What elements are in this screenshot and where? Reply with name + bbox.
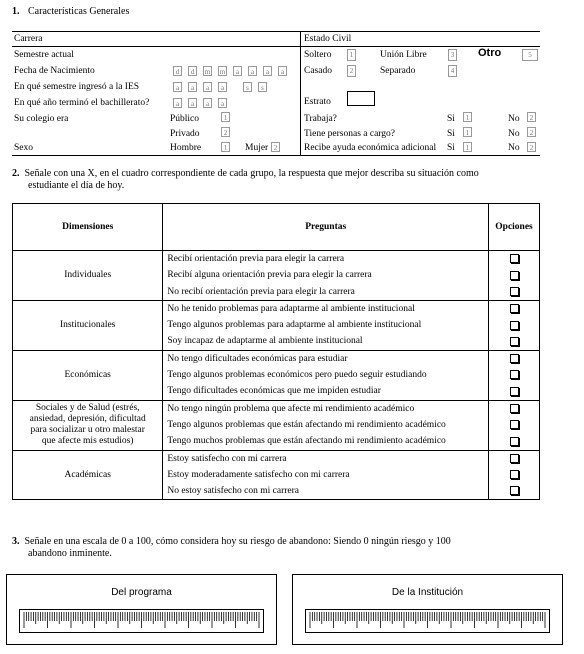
- ingreso-box[interactable]: s: [243, 82, 252, 92]
- option-checkbox[interactable]: [510, 404, 519, 413]
- institution-scale-title: De la Institución: [391, 587, 464, 598]
- question-text: No he tenido problemas para adaptarme al ambiente institucional: [167, 303, 415, 314]
- option-row: [489, 317, 539, 333]
- option-row: [489, 451, 539, 467]
- question-text: Tengo dificultades económicas que me impiden estudiar: [167, 386, 381, 397]
- carrera-underline: [165, 46, 300, 47]
- ingreso-label: En qué semestre ingresó a la IES: [14, 82, 140, 92]
- question-text: Tengo algunos problemas para adaptarme al ambiente institucional: [167, 320, 422, 331]
- trabaja-no-box[interactable]: 2: [527, 112, 536, 122]
- dimension-cell: [13, 300, 163, 350]
- questions-cell: [163, 400, 489, 450]
- question-text: No recibí orientación previa para elegir la carrera: [167, 286, 355, 297]
- bachillerato-label: En qué año terminó el bachillerato?: [14, 98, 150, 108]
- carrera-label: Carrera: [14, 34, 43, 44]
- option-checkbox[interactable]: [510, 254, 519, 263]
- question-text: No tengo ningún problema que afecte mi rendimiento académico: [167, 403, 415, 414]
- dimension-cell: [13, 400, 163, 450]
- dimensions-table: [12, 203, 540, 500]
- question-text: Estoy moderadamente satisfecho con mi carrera: [167, 469, 350, 480]
- header-dimensiones: Dimensiones: [13, 204, 163, 251]
- estado-civil-label: Estado Civil: [304, 34, 352, 44]
- option-checkbox[interactable]: [510, 470, 519, 479]
- trabaja-label: Trabaja?: [304, 114, 337, 124]
- otro-box[interactable]: 5: [522, 49, 538, 61]
- option-checkbox[interactable]: [510, 454, 519, 463]
- ingreso-box[interactable]: a: [173, 82, 182, 92]
- option-row: [489, 433, 539, 449]
- option-checkbox[interactable]: [510, 387, 519, 396]
- personas-si-label: Si: [447, 129, 455, 139]
- questions-cell: [163, 300, 489, 350]
- casado-box[interactable]: 2: [347, 65, 356, 77]
- dimension-cell: [13, 350, 163, 400]
- separado-box[interactable]: 4: [448, 65, 457, 77]
- dimension-label: Académicas: [64, 470, 111, 480]
- option-row: [489, 301, 539, 317]
- mujer-box[interactable]: 2: [271, 142, 280, 152]
- personas-si-box[interactable]: 1: [463, 127, 472, 137]
- colegio-label: Su colegio era: [14, 114, 69, 124]
- option-checkbox[interactable]: [510, 271, 519, 280]
- option-row: [489, 367, 539, 383]
- dimension-group-row: [13, 300, 540, 350]
- hombre-label: Hombre: [170, 143, 202, 153]
- ruler-ticks: [20, 610, 263, 632]
- option-row: [489, 467, 539, 483]
- section3-number: 3.: [12, 536, 20, 547]
- estrato-label: Estrato: [304, 97, 331, 107]
- question-text: No estoy satisfecho con mi carrera: [167, 486, 299, 497]
- option-checkbox[interactable]: [510, 321, 519, 330]
- ayuda-label: Recibe ayuda económica adicional: [304, 143, 437, 153]
- table-header-row: [13, 204, 540, 251]
- header-preguntas: Preguntas: [163, 204, 489, 251]
- semestre-label: Semestre actual: [14, 50, 74, 60]
- question-text: Tengo muchos problemas que están afectando mi rendimiento académico: [167, 436, 446, 447]
- dimension-label: para socializar u otro malestar: [30, 425, 145, 436]
- fecha-box[interactable]: a: [263, 66, 272, 76]
- option-checkbox[interactable]: [510, 420, 519, 429]
- option-row: [489, 351, 539, 367]
- dimension-group-row: [13, 450, 540, 500]
- otro-label: Otro: [478, 47, 502, 59]
- section1-title: Características Generales: [28, 6, 130, 17]
- option-row: [489, 483, 539, 499]
- option-row: [489, 251, 539, 267]
- estrato-field[interactable]: [347, 91, 375, 106]
- hombre-box[interactable]: 1: [221, 142, 230, 152]
- dimension-cell: [13, 450, 163, 500]
- question-text: Recibí alguna orientación previa para elegir la carrera: [167, 270, 372, 281]
- mujer-label: Mujer: [245, 143, 269, 153]
- section2-line1: Señale con una X, en el cuadro correspondiente de cada grupo, la respuesta que mejor describa su situación como: [24, 168, 479, 179]
- dimension-cell: [13, 251, 163, 301]
- question-text: Tengo algunos problemas que están afectando mi rendimiento académico: [167, 419, 446, 430]
- carrera-field[interactable]: [165, 32, 298, 45]
- casado-label: Casado: [304, 66, 332, 76]
- dimension-label: Institucionales: [59, 320, 116, 331]
- institution-ruler[interactable]: [305, 609, 550, 633]
- dimension-label: Individuales: [64, 270, 112, 281]
- section3-line2: abandono inminente.: [28, 548, 112, 559]
- fecha-box[interactable]: d: [173, 66, 182, 76]
- privado-box[interactable]: 2: [221, 127, 230, 137]
- publico-box[interactable]: 1: [221, 112, 230, 122]
- fecha-box[interactable]: a: [278, 66, 287, 76]
- trabaja-si-box[interactable]: 1: [463, 112, 472, 122]
- section3-line1: Señale en una escala de 0 a 100, cómo considera hoy su riesgo de abandono: Siendo 0 ningún riesgo y 100: [24, 536, 451, 547]
- trabaja-no-label: No: [508, 114, 520, 124]
- question-text: Recibí orientación previa para elegir la carrera: [167, 254, 345, 264]
- dimension-group-row: [13, 350, 540, 400]
- sexo-label: Sexo: [14, 143, 33, 153]
- option-checkbox[interactable]: [510, 437, 519, 446]
- dimension-label: Económicas: [64, 370, 111, 381]
- option-row: [489, 333, 539, 349]
- personas-no-box[interactable]: 2: [527, 127, 536, 137]
- question-text: Tengo algunos problemas económicos pero puedo seguir estudiando: [167, 370, 427, 381]
- questions-cell: [163, 350, 489, 400]
- ingreso-box[interactable]: a: [203, 82, 212, 92]
- section2-line2: estudiante el día de hoy.: [28, 180, 125, 191]
- section2-number: 2.: [12, 168, 20, 179]
- fecha-label: Fecha de Nacimiento: [14, 66, 95, 76]
- question-text: Estoy satisfecho con mi carrera: [167, 453, 287, 464]
- privado-label: Privado: [170, 129, 200, 139]
- personas-label: Tiene personas a cargo?: [304, 129, 396, 139]
- ayuda-no-label: No: [508, 143, 520, 153]
- option-checkbox[interactable]: [510, 287, 519, 296]
- option-row: [489, 417, 539, 433]
- option-row: [489, 267, 539, 283]
- program-ruler[interactable]: [19, 609, 264, 633]
- section1-number: 1.: [12, 6, 20, 17]
- form-center-divider: [300, 31, 301, 155]
- option-checkbox[interactable]: [510, 486, 519, 495]
- question-text: No tengo dificultades económicas para estudiar: [167, 353, 348, 364]
- option-row: [489, 383, 539, 399]
- personas-no-label: No: [508, 129, 520, 139]
- option-row: [489, 284, 539, 300]
- option-checkbox[interactable]: [510, 354, 519, 363]
- section1-heading: [12, 6, 129, 17]
- dimension-label: que afecte mis estudios): [41, 436, 134, 447]
- dimension-group-row: [13, 251, 540, 301]
- fecha-box[interactable]: m: [219, 68, 226, 76]
- fecha-box[interactable]: a: [248, 66, 257, 76]
- publico-label: Público: [170, 114, 200, 124]
- semestre-field[interactable]: [165, 48, 298, 61]
- option-checkbox[interactable]: [510, 370, 519, 379]
- dimension-label: Sociales y de Salud (estrés,: [35, 403, 140, 414]
- options-cell: [489, 400, 540, 450]
- institution-risk-scale: [292, 574, 563, 645]
- ingreso-box[interactable]: a: [218, 82, 227, 92]
- ingreso-box[interactable]: s: [258, 82, 267, 92]
- soltero-label: Soltero: [304, 50, 332, 60]
- program-scale-title: Del programa: [111, 587, 172, 598]
- options-cell: [489, 300, 540, 350]
- questions-cell: [163, 251, 489, 301]
- fecha-box[interactable]: a: [233, 66, 242, 76]
- ruler-ticks: [306, 610, 549, 632]
- ayuda-si-label: Si: [447, 143, 455, 153]
- section3-instruction: [12, 536, 552, 560]
- option-row: [489, 401, 539, 417]
- questions-cell: [163, 450, 489, 500]
- ayuda-no-box[interactable]: 2: [527, 142, 536, 152]
- options-cell: [489, 450, 540, 500]
- option-checkbox[interactable]: [510, 337, 519, 346]
- bachillerato-box[interactable]: a: [173, 98, 182, 108]
- union-libre-box[interactable]: 3: [448, 49, 457, 61]
- question-text: Soy incapaz de adaptarme al ambiente institucional: [167, 336, 363, 347]
- option-checkbox[interactable]: [510, 304, 519, 313]
- ayuda-si-box[interactable]: 1: [463, 142, 472, 152]
- ingreso-box[interactable]: a: [188, 82, 197, 92]
- trabaja-si-label: Si: [447, 114, 455, 124]
- options-cell: [489, 350, 540, 400]
- fecha-box[interactable]: d: [188, 66, 197, 76]
- separado-label: Separado: [380, 66, 416, 76]
- header-opciones: Opciones: [489, 204, 540, 251]
- union-libre-label: Unión Libre: [380, 50, 427, 60]
- section2-instruction: [12, 168, 552, 192]
- options-cell: [489, 251, 540, 301]
- fecha-box[interactable]: m: [204, 68, 211, 76]
- program-risk-scale: [6, 574, 277, 645]
- bachillerato-box[interactable]: a: [203, 98, 212, 108]
- dimension-group-row: [13, 400, 540, 450]
- dimension-label: ansiedad, depresión, dificultad: [29, 414, 146, 425]
- bachillerato-box[interactable]: a: [218, 98, 227, 108]
- soltero-box[interactable]: 1: [347, 49, 356, 61]
- form-bottom-border: [12, 155, 540, 156]
- bachillerato-box[interactable]: a: [188, 98, 197, 108]
